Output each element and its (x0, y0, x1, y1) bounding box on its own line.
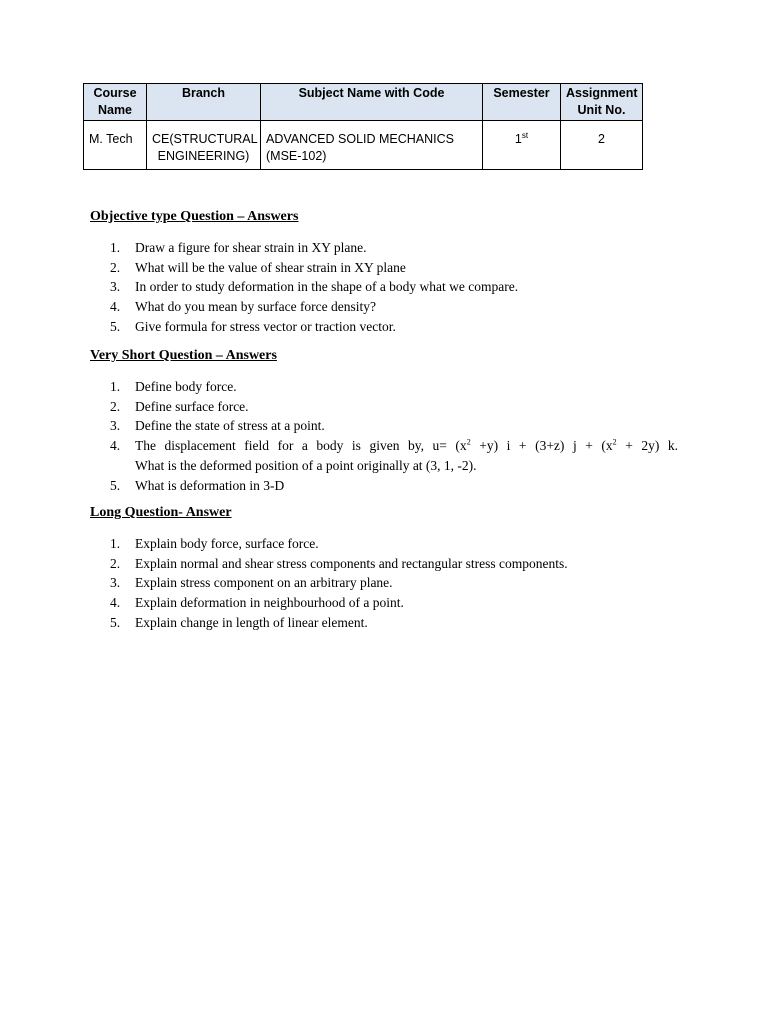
course-info-table (83, 83, 643, 170)
list-item (110, 377, 678, 397)
list-item (110, 317, 678, 337)
item-number: 2. (110, 259, 121, 275)
subject-line-2: (MSE-102) (266, 149, 327, 163)
item-number: 4. (110, 595, 121, 611)
list-item (110, 476, 678, 496)
semester-suffix: st (521, 130, 529, 140)
list-item (110, 554, 678, 574)
very-short-section-heading: Very Short Question – Answers (90, 348, 277, 363)
header-subject: Subject Name with Code (261, 84, 483, 121)
list-item (110, 277, 678, 297)
list-item (110, 397, 678, 417)
item-number: 5. (110, 614, 121, 630)
branch-line-2: ENGINEERING) (157, 149, 250, 163)
list-item (110, 416, 678, 436)
list-item (110, 613, 678, 633)
objective-question-list (110, 238, 678, 337)
item-number: 1. (110, 240, 121, 255)
item-text: Define body force. (135, 379, 237, 394)
table-header-row (84, 84, 643, 121)
objective-section-heading: Objective type Question – Answers (90, 209, 299, 224)
header-assignment-unit: Assignment Unit No. (561, 84, 643, 121)
list-item (110, 593, 678, 613)
header-branch: Branch (147, 84, 261, 121)
item-text: What is deformation in 3-D (135, 477, 285, 493)
item-text: Define surface force. (135, 398, 249, 414)
item-number: 3. (110, 279, 121, 295)
item-number: 5. (110, 477, 121, 493)
cell-course-name: M. Tech (84, 121, 147, 170)
displacement-equation-line (135, 436, 678, 456)
list-item (110, 258, 678, 278)
equation-exponent-1: 2 (466, 437, 471, 447)
table-row (84, 121, 643, 170)
item-number: 4. (110, 438, 121, 454)
item-text: Give formula for stress vector or traction vector. (135, 318, 396, 334)
item-text: Explain normal and shear stress components and rectangular stress components. (135, 555, 568, 571)
header-semester: Semester (483, 84, 561, 121)
item-text: Define the state of stress at a point. (135, 418, 325, 434)
item-number: 4. (110, 299, 121, 315)
subject-line-1: ADVANCED SOLID MECHANICS (266, 132, 454, 146)
equation-start: The displacement field for a body is given by, u= (x (135, 438, 467, 454)
list-item (110, 436, 678, 475)
item-text: Explain change in length of linear element. (135, 614, 368, 630)
cell-semester (483, 121, 561, 170)
item-text: In order to study deformation in the shape of a body what we compare. (135, 279, 519, 295)
list-item (110, 573, 678, 593)
semester-number: 1 (514, 132, 522, 146)
cell-subject (261, 121, 483, 170)
item-text: What will be the value of shear strain in XY plane (135, 259, 406, 275)
item-text: Explain body force, surface force. (135, 536, 319, 551)
item-number: 3. (110, 575, 121, 591)
long-question-list (110, 534, 678, 633)
item-number: 1. (110, 536, 121, 551)
item-text-displacement-question (135, 436, 678, 475)
long-section-heading: Long Question- Answer (90, 505, 232, 520)
item-number: 3. (110, 418, 121, 434)
list-item (110, 238, 678, 258)
item-text: Draw a figure for shear strain in XY plane. (135, 240, 367, 255)
equation-middle: +y) i + (3+z) j + (x (470, 438, 613, 454)
branch-line-1: CE(STRUCTURAL (152, 132, 258, 146)
header-course-name: Course Name (84, 84, 147, 121)
item-number: 2. (110, 398, 121, 414)
displacement-question-line-2: What is the deformed position of a point originally at (3, 1, -2). (135, 457, 477, 473)
equation-exponent-2: 2 (612, 437, 617, 447)
cell-branch (147, 121, 261, 170)
item-text: What do you mean by surface force density? (135, 299, 377, 315)
item-number: 5. (110, 318, 121, 334)
equation-end: + 2y) k. (616, 438, 679, 454)
list-item (110, 534, 678, 554)
item-text: Explain stress component on an arbitrary plane. (135, 575, 393, 591)
item-number: 2. (110, 555, 121, 571)
cell-assignment-unit: 2 (561, 121, 643, 170)
list-item (110, 297, 678, 317)
item-text: Explain deformation in neighbourhood of a point. (135, 595, 404, 611)
item-number: 1. (110, 379, 121, 394)
very-short-question-list (110, 377, 678, 495)
